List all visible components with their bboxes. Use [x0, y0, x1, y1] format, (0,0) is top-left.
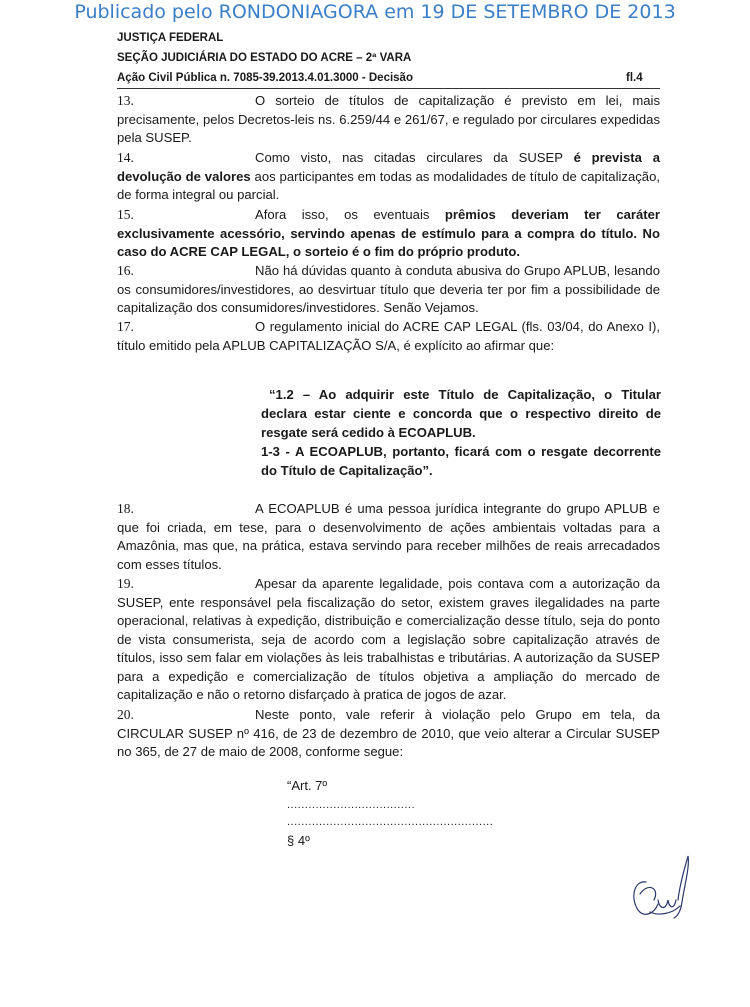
article-paragraph-sign: § 4º: [287, 833, 310, 848]
paragraph-number: 14.: [117, 150, 134, 165]
header-case: Ação Civil Pública n. 7085-39.2013.4.01.3000 - Decisão: [117, 72, 413, 84]
paragraph-emphasis: é prevista a devolução de valores: [117, 150, 661, 184]
header-section: SEÇÃO JUDICIÁRIA DO ESTADO DO ACRE – 2ª VARA: [117, 52, 412, 64]
header-court: JUSTIÇA FEDERAL: [117, 32, 224, 44]
paragraph-number: 13.: [117, 93, 134, 108]
paragraph-text: A ECOAPLUB é uma pessoa jurídica integrante do grupo APLUB e que foi criada, em tese, para o desenvolvimento de ações ambientais voltadas para a Amazônia, mas que, na prática, estava servindo para receber milhões de reais arrecadados com esses títulos.: [117, 501, 660, 572]
paragraph-20: [117, 706, 660, 762]
paragraph-text: Como visto, nas citadas circulares da SUSEP: [255, 150, 574, 165]
paragraph-number: 19.: [117, 576, 134, 591]
paragraph-17: [117, 318, 660, 355]
paragraph-text: Neste ponto, vale referir à violação pelo Grupo em tela, da CIRCULAR SUSEP nº 416, de 23 de dezembro de 2010, que veio alterar a Circular SUSEP no 365, de 27 de maio de 2008, conforme segue:: [117, 707, 660, 759]
signature-icon: [628, 852, 694, 924]
quote-clause-1-3: 1-3 - A ECOAPLUB, portanto, ficará com o resgate decorrente do Título de Capitalização”.: [261, 444, 661, 478]
paragraph-19: [117, 575, 660, 705]
article-title: “Art. 7º: [287, 778, 328, 793]
block-quote: [261, 385, 661, 480]
paragraph-text: O regulamento inicial do ACRE CAP LEGAL (fls. 03/04, do Anexo I), título emitido pela APLUB CAPITALIZAÇÃO S/A, é explícito ao afirmar que:: [117, 319, 660, 353]
paragraph-13: [117, 92, 660, 148]
article-ellipsis-2: ..........................................................: [287, 816, 494, 828]
article-ellipsis-1: ....................................: [287, 799, 416, 811]
paragraph-text: Não há dúvidas quanto à conduta abusiva do Grupo APLUB, lesando os consumidores/investidores, ao desvirtuar título que deveria ter por fim a possibilidade de capitalização dos consumidores/investidores. Senão Vejamos.: [117, 263, 660, 315]
paragraph-number: 16.: [117, 263, 134, 278]
publication-banner: Publicado pelo RONDONIAGORA em 19 DE SETEMBRO DE 2013: [74, 1, 676, 23]
paragraph-16: [117, 262, 660, 318]
paragraph-number: 20.: [117, 707, 134, 722]
paragraph-text: O sorteio de títulos de capitalização é previsto em lei, mais precisamente, pelos Decretos-leis ns. 6.259/44 e 261/67, e regulado por circulares expedidas pela SUSEP.: [117, 93, 660, 145]
paragraph-text: Apesar da aparente legalidade, pois contava com a autorização da SUSEP, ente responsável pela fiscalização do setor, existem graves ilegalidades na parte operacional, relativas à expedição, distribuição e comercialização desse título, seja do ponto de vista consumerista, seja de acordo com a legislação sobre capitalização através de títulos, isso sem falar em violações às leis trabalhistas e tributárias. A autorização da SUSEP para a expedição e comercialização de títulos objetiva a ampliação do mercado de capitalização e não o retorno disfarçado à pratica de jogos de azar.: [117, 576, 660, 702]
quote-clause-1-2: “1.2 – Ao adquirir este Título de Capitalização, o Titular declara estar ciente e concorda que o respectivo direito de resgate será cedido à ECOAPLUB.: [261, 387, 661, 440]
paragraph-14: [117, 149, 660, 205]
paragraph-emphasis: prêmios deveriam ter caráter exclusivamente acessório, servindo apenas de estímulo para a compra do título. No caso do ACRE CAP LEGAL, o sorteio é o fim do próprio produto.: [117, 207, 660, 259]
paragraph-number: 17.: [117, 319, 134, 334]
paragraph-number: 15.: [117, 207, 134, 222]
paragraph-text: Afora isso, os eventuais: [255, 207, 445, 222]
paragraph-number: 18.: [117, 501, 134, 516]
paragraph-18: [117, 500, 660, 574]
page-folio: fl.4: [626, 72, 643, 84]
header-divider: [117, 88, 660, 89]
paragraph-15: [117, 206, 660, 262]
paragraph-text: aos participantes em todas as modalidades de título de capitalização, de forma integral ou parcial.: [117, 168, 660, 202]
